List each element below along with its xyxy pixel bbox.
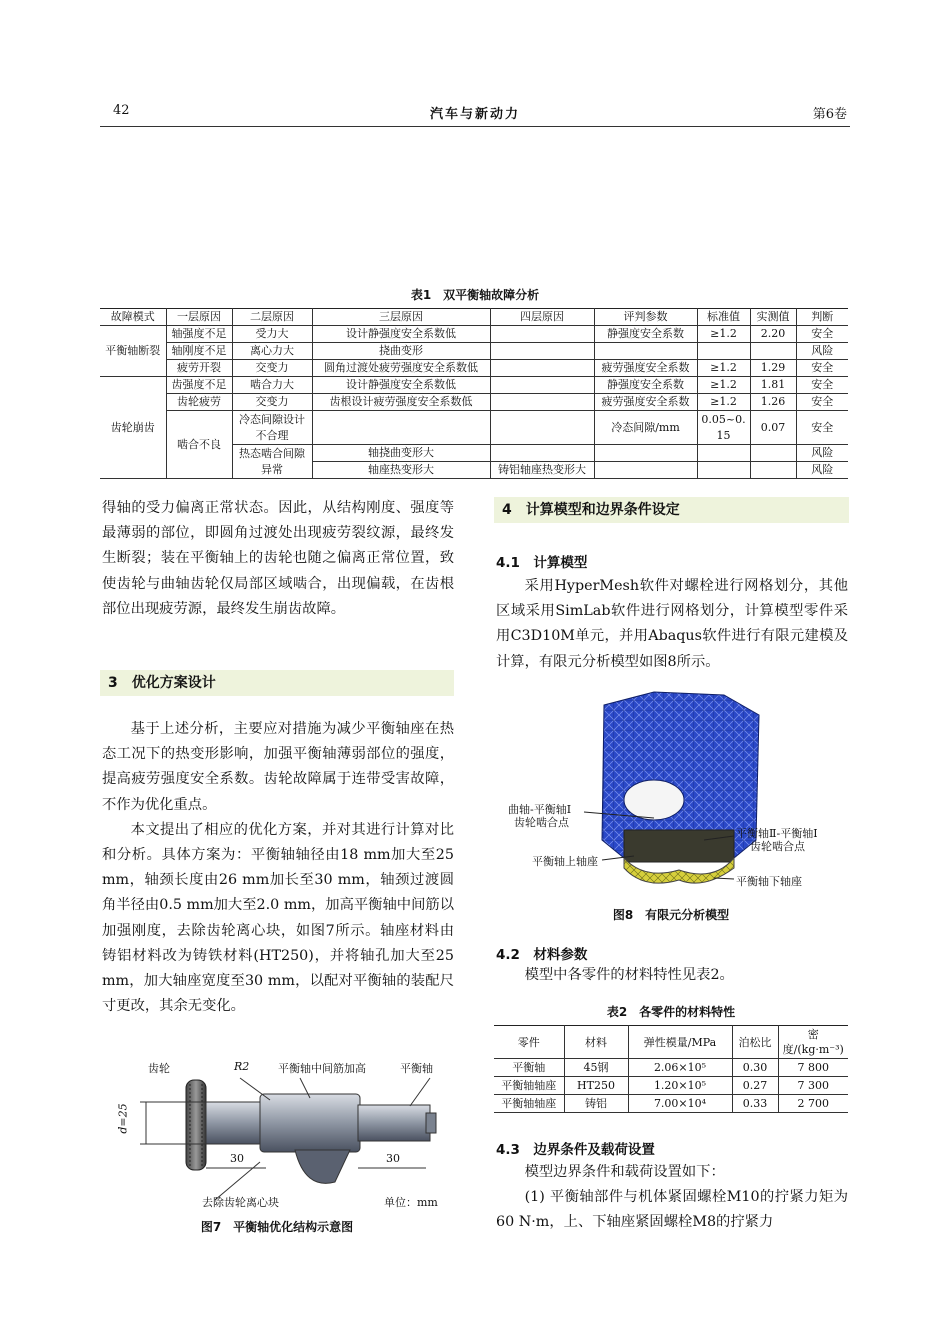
table-row [100,394,848,411]
table-cell: 挠曲变形 [312,343,490,360]
paragraph: 本文提出了相应的优化方案，并对其进行计算对比和分析。具体方案为：平衡轴轴径由18 mm加大至25 mm，轴颈长度由26 mm加长至30 mm，轴颈过渡圆角半径由0.5 mm加大至2.0 mm，加高平衡轴中间筋以加强刚度，去除齿轮离心块，如图7所示。轴座材料由铸铝材料改为铸铁材料(HT250)，并将轴孔加大至25 mm，加大轴座宽度至30 mm，以配对平衡轴的装配尺寸更改，其余无变化。 [102,821,454,1015]
label-upper-seat: 平衡轴上轴座 [532,855,598,868]
table-cell [594,462,697,479]
label-remove: 去除齿轮离心块 [202,1196,279,1209]
table-cell: 安全 [796,394,848,411]
table-cell: 齿根设计疲劳强度安全系数低 [312,394,490,411]
right-column-41 [496,574,848,675]
table2-header-row [494,1026,848,1059]
paragraph: (1) 平衡轴部件与机体紧固螺栓M10的拧紧力矩为60 N·m，上、下轴座紧固螺栓M8的拧紧力 [496,1189,848,1231]
figure8-caption: 图8 有限元分析模型 [612,908,730,922]
table-row [494,1077,848,1095]
table-cell: 平衡轴断裂 [100,326,166,377]
table-row [100,411,848,445]
table-cell: 轴刚度不足 [166,343,232,360]
table-cell: 冷态间隙/mm [594,411,697,445]
label-crank-gear-mesh: 曲轴-平衡轴Ⅰ [508,803,572,816]
figure7 [100,1050,454,1215]
table1-header: 二层原因 [232,309,312,326]
table-cell [750,343,796,360]
table-cell: 0.05~0.15 [697,411,750,445]
table-cell: 7.00×10⁴ [628,1095,732,1113]
page-number: 42 [113,103,130,118]
paragraph: 模型边界条件和载荷设置如下： [524,1164,725,1180]
table2-header: 泊松比 [732,1026,778,1059]
paragraph: 基于上述分析，主要应对措施为减少平衡轴座在热态工况下的热变形影响，加强平衡轴薄弱部位的强度，提高疲劳强度安全系数。齿轮故障属于连带受害故障，不作为优化重点。 [102,721,454,813]
table-cell: 安全 [796,377,848,394]
table1-header-row [100,309,848,326]
section3-heading: 3 优化方案设计 [100,670,454,696]
table-cell: 圆角过渡处疲劳强度安全系数低 [312,360,490,377]
table-cell: 铸铝 [564,1095,628,1113]
table1-header: 实测值 [750,309,796,326]
label-lower-seat: 平衡轴下轴座 [736,875,802,888]
label-dim1: 30 [230,1152,244,1165]
label-crank-gear-mesh-2: 齿轮啮合点 [514,816,569,829]
table-row [494,1059,848,1077]
label-dim2: 30 [386,1152,400,1165]
table1 [100,308,848,479]
table-cell [490,411,594,445]
table-cell [312,411,490,445]
table-cell: 热态啮合间隙异常 [232,445,312,479]
table2-header: 密度/(kg·m⁻³) [778,1026,848,1059]
table-cell: 0.33 [732,1095,778,1113]
table1-header: 标准值 [697,309,750,326]
figure7-caption: 图7 平衡轴优化结构示意图 [200,1220,354,1234]
label-rib: 平衡轴中间筋加高 [278,1062,366,1075]
paragraph: 采用HyperMesh软件对螺栓进行网格划分，其他区域采用SimLab软件进行网格划分，计算模型零件采用C3D10M单元，并用Abaqus软件进行有限元建模及计算，有限元分析模型如图8所示。 [496,578,848,670]
table-cell: 45钢 [564,1059,628,1077]
table-cell: 齿轮疲劳 [166,394,232,411]
table-cell: 齿强度不足 [166,377,232,394]
table-cell: 0.27 [732,1077,778,1095]
table-cell: ≥1.2 [697,326,750,343]
label-gear: 齿轮 [148,1062,170,1075]
table-cell: 设计静强度安全系数低 [312,326,490,343]
right-column-42 [496,963,848,988]
table-cell [697,343,750,360]
table1-caption: 表1 双平衡轴故障分析 [410,288,540,302]
left-column-body [102,717,454,1019]
table-cell: 平衡轴轴座 [494,1095,564,1113]
table-cell: 0.30 [732,1059,778,1077]
table-cell: 啮合不良 [166,411,232,479]
table-cell [594,343,697,360]
table-cell: HT250 [564,1077,628,1095]
table-cell [490,326,594,343]
table-cell: 7 800 [778,1059,848,1077]
label-shaft: 平衡轴 [400,1062,433,1075]
table-cell: 轴座热变形大 [312,462,490,479]
table-cell: 设计静强度安全系数低 [312,377,490,394]
table-cell [490,445,594,462]
table-cell: 静强度安全系数 [594,326,697,343]
table-cell: 疲劳强度安全系数 [594,394,697,411]
table-row [100,360,848,377]
table-cell: 安全 [796,360,848,377]
label-shaft-gear-mesh-2: 齿轮啮合点 [750,840,805,853]
table-cell: 平衡轴轴座 [494,1077,564,1095]
table-row [100,377,848,394]
journal-title: 汽车与新动力 [429,107,520,122]
table2 [494,1025,848,1113]
table1-header: 判断 [796,309,848,326]
table-cell [750,462,796,479]
table-cell: 交变力 [232,394,312,411]
table-cell [490,343,594,360]
figure8 [494,690,848,900]
table-cell: 1.20×10⁵ [628,1077,732,1095]
table-cell: 1.29 [750,360,796,377]
table-cell: 疲劳强度安全系数 [594,360,697,377]
table-cell: 2.20 [750,326,796,343]
table2-caption: 表2 各零件的材料特性 [606,1005,736,1019]
table-cell [490,360,594,377]
table-cell [490,394,594,411]
table-row [100,326,848,343]
table-cell: 安全 [796,411,848,445]
table-row [494,1095,848,1113]
table-cell: 疲劳开裂 [166,360,232,377]
table-cell: ≥1.2 [697,377,750,394]
table-cell: 0.07 [750,411,796,445]
table-cell: 轴强度不足 [166,326,232,343]
label-unit: 单位：mm [384,1196,438,1209]
table-cell: 风险 [796,445,848,462]
table-cell: 1.26 [750,394,796,411]
table-cell [490,377,594,394]
table-cell: 受力大 [232,326,312,343]
table-cell: 7 300 [778,1077,848,1095]
table-cell: 离心力大 [232,343,312,360]
table-cell [594,445,697,462]
paragraph: 模型中各零件的材料特性见表2。 [524,967,734,983]
volume-label: 第6卷 [812,107,847,122]
table1-header: 评判参数 [594,309,697,326]
section4-heading: 4 计算模型和边界条件设定 [494,497,849,523]
table1-header: 四层原因 [490,309,594,326]
table-cell: ≥1.2 [697,394,750,411]
table-cell: 2.06×10⁵ [628,1059,732,1077]
subsection-4-2: 4.2 材料参数 [496,947,588,963]
table-cell: 2 700 [778,1095,848,1113]
table-cell: 冷态间隙设计不合理 [232,411,312,445]
table2-header: 弹性模量/MPa [628,1026,732,1059]
table-cell: 风险 [796,343,848,360]
table-cell [697,445,750,462]
table-cell: 轴挠曲变形大 [312,445,490,462]
table-cell: 平衡轴 [494,1059,564,1077]
table-cell: 铸铝轴座热变形大 [490,462,594,479]
table-cell: 1.81 [750,377,796,394]
subsection-4-3: 4.3 边界条件及载荷设置 [496,1142,655,1158]
paragraph: 得轴的受力偏离正常状态。因此，从结构刚度、强度等最薄弱的部位，即圆角过渡处出现疲劳裂纹源，最终发生断裂；装在平衡轴上的齿轮也随之偏离正常位置，致使齿轮与曲轴齿轮仅局部区域啮合，出现偏载，在齿根部位出现疲劳源，最终发生崩齿故障。 [102,500,454,617]
table-cell: 啮合力大 [232,377,312,394]
label-r2: R2 [234,1060,250,1073]
table-cell: 风险 [796,462,848,479]
table-cell [750,445,796,462]
table-cell: ≥1.2 [697,360,750,377]
table-cell: 静强度安全系数 [594,377,697,394]
table-cell: 安全 [796,326,848,343]
table2-header: 零件 [494,1026,564,1059]
table1-header: 故障模式 [100,309,166,326]
right-column-43 [496,1160,848,1236]
table-cell: 齿轮崩齿 [100,377,166,479]
label-diameter: d=25 [116,1103,130,1134]
label-shaft-gear-mesh: 平衡轴Ⅱ-平衡轴Ⅰ [736,827,818,840]
left-column-top [102,496,454,622]
table1-header: 三层原因 [312,309,490,326]
subsection-4-1: 4.1 计算模型 [496,555,588,571]
table1-header: 一层原因 [166,309,232,326]
table-cell: 交变力 [232,360,312,377]
table-row [100,343,848,360]
table2-header: 材料 [564,1026,628,1059]
header-rule [100,126,850,127]
table-cell [697,462,750,479]
